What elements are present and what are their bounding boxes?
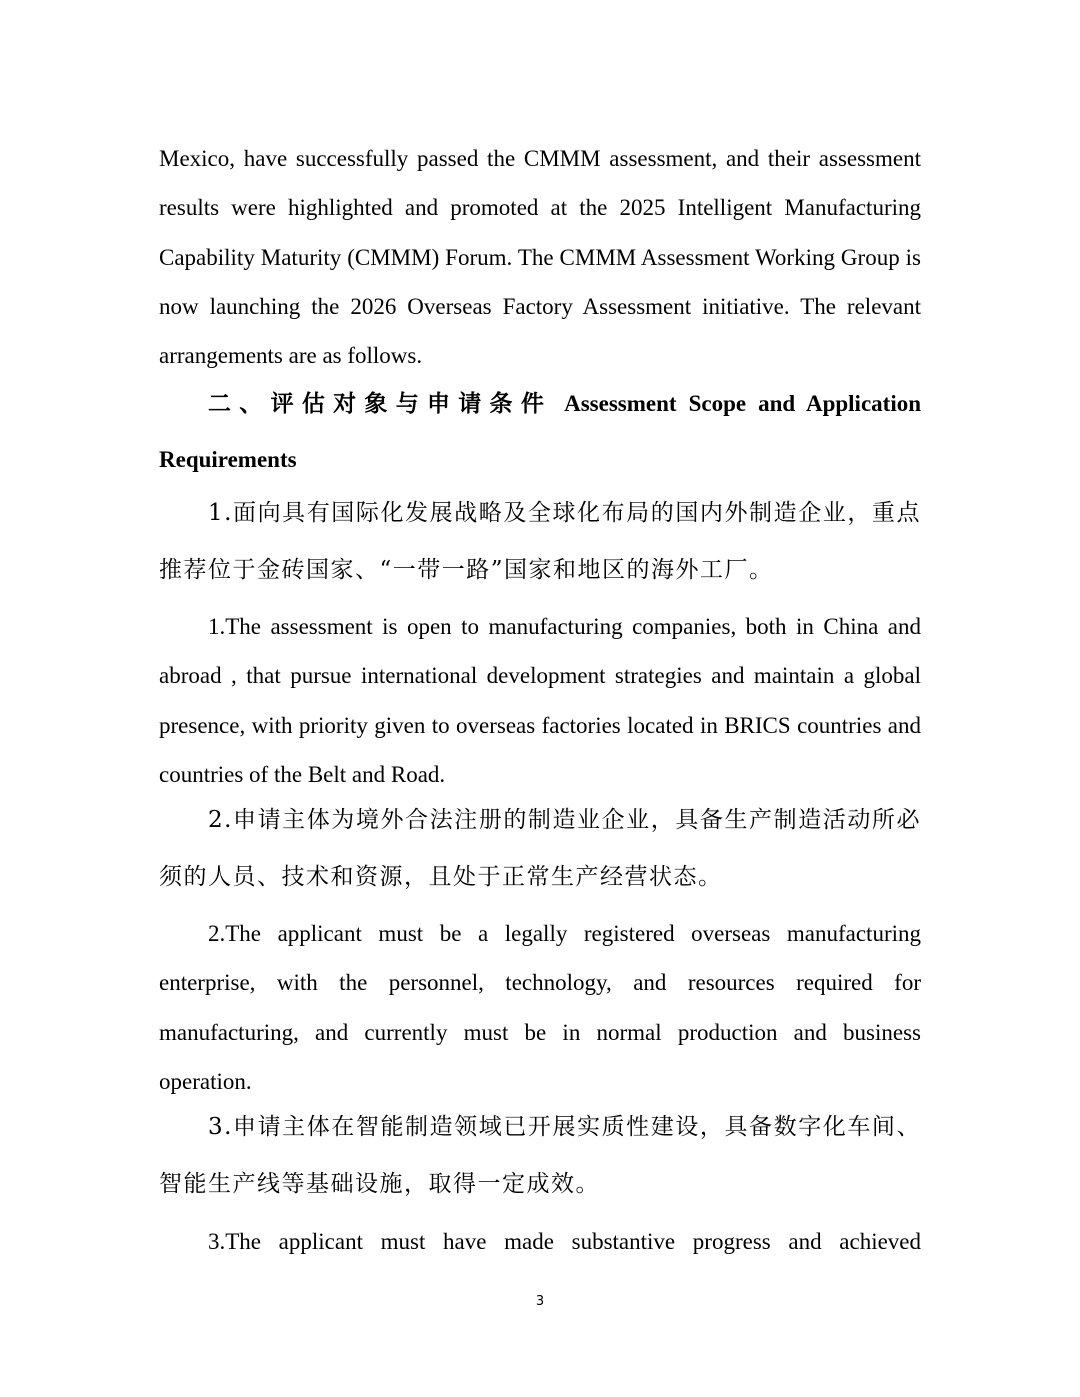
- page-number: 3: [535, 1294, 545, 1309]
- section-heading-en-part2: Requirements: [159, 447, 297, 472]
- item3-cn-paragraph: 3.申请主体在智能制造领域已开展实质性建设，具备数字化车间、智能生产线等基础设施，取得一定成效。: [159, 1114, 921, 1197]
- item1-en-paragraph: 1.The assessment is open to manufacturing companies, both in China and abroad , that pursue international development strategies and maintain a global presence, with priority given to overseas factories located in BRICS countries and countries of the Belt and Road.: [159, 614, 921, 787]
- section-heading-line1: [159, 376, 921, 432]
- item2-en-paragraph: 2.The applicant must be a legally registered overseas manufacturing enterprise, with the personnel, technology, and resources required for manufacturing, and currently must be in normal production and business operation.: [159, 921, 921, 1094]
- item2-cn-paragraph: 2.申请主体为境外合法注册的制造业企业，具备生产制造活动所必须的人员、技术和资源，且处于正常生产经营状态。: [159, 807, 921, 890]
- section-heading: [159, 376, 921, 487]
- intro-paragraph: Mexico, have successfully passed the CMMM assessment, and their assessment results were highlighted and promoted at the 2025 Intelligent Manufacturing Capability Maturity (CMMM) Forum. The CMMM Assessment Working Group is now launching the 2026 Overseas Factory Assessment initiative. The relevant arrangements are as follows.: [159, 146, 921, 369]
- section-heading-en-part1: Assessment Scope and Application: [564, 391, 921, 416]
- item3-en-paragraph: 3.The applicant must have made substantive progress and achieved: [208, 1229, 921, 1254]
- item1-cn-paragraph: 1.面向具有国际化发展战略及全球化布局的国内外制造企业，重点推荐位于金砖国家、“一带一路”国家和地区的海外工厂。: [159, 500, 921, 583]
- section-heading-cn: 二、评估对象与申请条件: [208, 391, 553, 417]
